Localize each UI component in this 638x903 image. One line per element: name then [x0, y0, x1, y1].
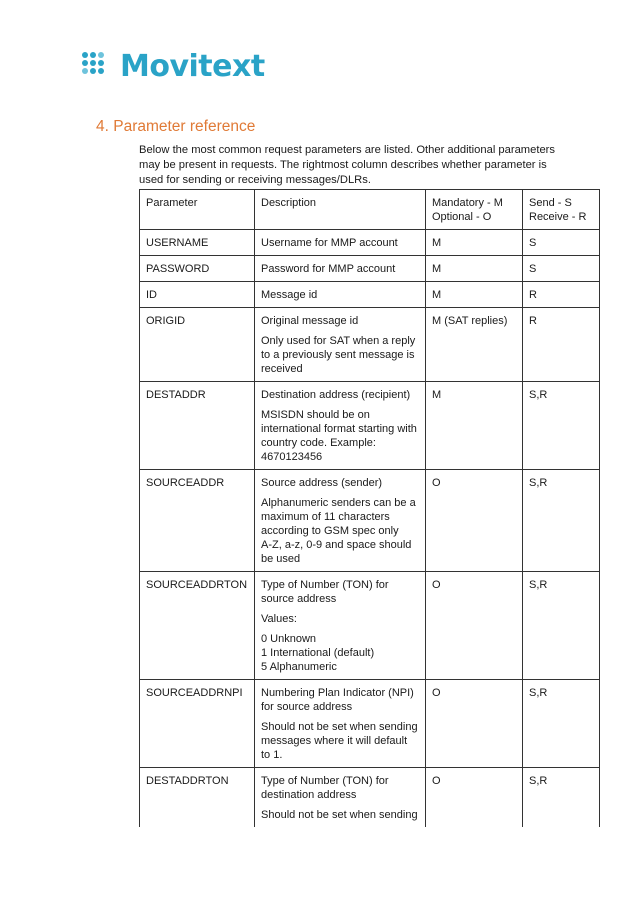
description-line: Alphanumeric senders can be a maximum of 11 characters according to GSM spec only A-Z, a-z, 0-9 and space should be used: [261, 497, 416, 565]
param-mandatory: O: [426, 470, 523, 572]
param-send-receive: R: [523, 282, 600, 308]
header-description: Description: [255, 190, 426, 230]
description-line: Username for MMP account: [261, 237, 398, 249]
param-description: [255, 572, 426, 680]
param-description: [255, 230, 426, 256]
header-parameter: Parameter: [140, 190, 255, 230]
param-description: [255, 308, 426, 382]
param-send-receive: S: [523, 230, 600, 256]
brand-logo: [82, 50, 265, 84]
intro-paragraph: Below the most common request parameters are listed. Other additional parameters may be present in requests. The rightmost column describes whether parameter is used for sending or receiving messages/DLRs.: [139, 144, 555, 186]
brand-name: Movitext: [120, 49, 265, 84]
param-send-receive: S,R: [523, 680, 600, 768]
param-description: [255, 768, 426, 828]
description-line: Destination address (recipient): [261, 389, 411, 401]
table-row: [140, 282, 600, 308]
param-mandatory: M: [426, 282, 523, 308]
param-send-receive: S: [523, 256, 600, 282]
description-line: Message id: [261, 289, 318, 301]
table-row: [140, 256, 600, 282]
dot-grid-logo-icon: [82, 52, 112, 82]
param-mandatory: M: [426, 256, 523, 282]
description-line: Type of Number (TON) for source address: [261, 579, 389, 605]
param-name: DESTADDR: [140, 382, 255, 470]
param-name: DESTADDRTON: [140, 768, 255, 828]
description-line: Values:: [261, 613, 297, 625]
description-line: MSISDN should be on international format starting with country code. Example: 4670123456: [261, 409, 417, 463]
description-line: Only used for SAT when a reply to a previously sent message is received: [261, 335, 416, 375]
param-send-receive: R: [523, 308, 600, 382]
param-mandatory: O: [426, 768, 523, 828]
param-name: ID: [140, 282, 255, 308]
table-row: [140, 680, 600, 768]
header-send-receive: Send - S Receive - R: [523, 190, 600, 230]
param-mandatory: M: [426, 230, 523, 256]
param-send-receive: S,R: [523, 768, 600, 828]
param-mandatory: O: [426, 680, 523, 768]
param-name: USERNAME: [140, 230, 255, 256]
param-name: SOURCEADDR: [140, 470, 255, 572]
header-mandatory: Mandatory - M Optional - O: [426, 190, 523, 230]
table-row: [140, 230, 600, 256]
description-line: Type of Number (TON) for destination address: [261, 775, 389, 801]
description-line: Original message id: [261, 315, 359, 327]
description-line: Should not be set when sending messages where it will default to 1.: [261, 721, 418, 761]
param-name: PASSWORD: [140, 256, 255, 282]
param-send-receive: S,R: [523, 470, 600, 572]
param-send-receive: S,R: [523, 572, 600, 680]
param-description: [255, 282, 426, 308]
param-description: [255, 470, 426, 572]
table-row: [140, 382, 600, 470]
table-row: [140, 470, 600, 572]
table-row: [140, 768, 600, 828]
param-send-receive: S,R: [523, 382, 600, 470]
param-mandatory: O: [426, 572, 523, 680]
param-description: [255, 382, 426, 470]
param-name: ORIGID: [140, 308, 255, 382]
param-description: [255, 256, 426, 282]
parameter-table: [139, 189, 600, 827]
param-mandatory: M (SAT replies): [426, 308, 523, 382]
table-row: [140, 308, 600, 382]
param-description: [255, 680, 426, 768]
table-row: [140, 572, 600, 680]
description-line: 0 Unknown 1 International (default) 5 Alphanumeric: [261, 633, 375, 673]
description-line: Should not be set when sending: [261, 809, 418, 821]
param-name: SOURCEADDRNPI: [140, 680, 255, 768]
section-title: 4. Parameter reference: [96, 118, 256, 135]
description-line: Numbering Plan Indicator (NPI) for source address: [261, 687, 414, 713]
description-line: Password for MMP account: [261, 263, 396, 275]
param-name: SOURCEADDRTON: [140, 572, 255, 680]
table-header-row: [140, 190, 600, 230]
description-line: Source address (sender): [261, 477, 383, 489]
param-mandatory: M: [426, 382, 523, 470]
